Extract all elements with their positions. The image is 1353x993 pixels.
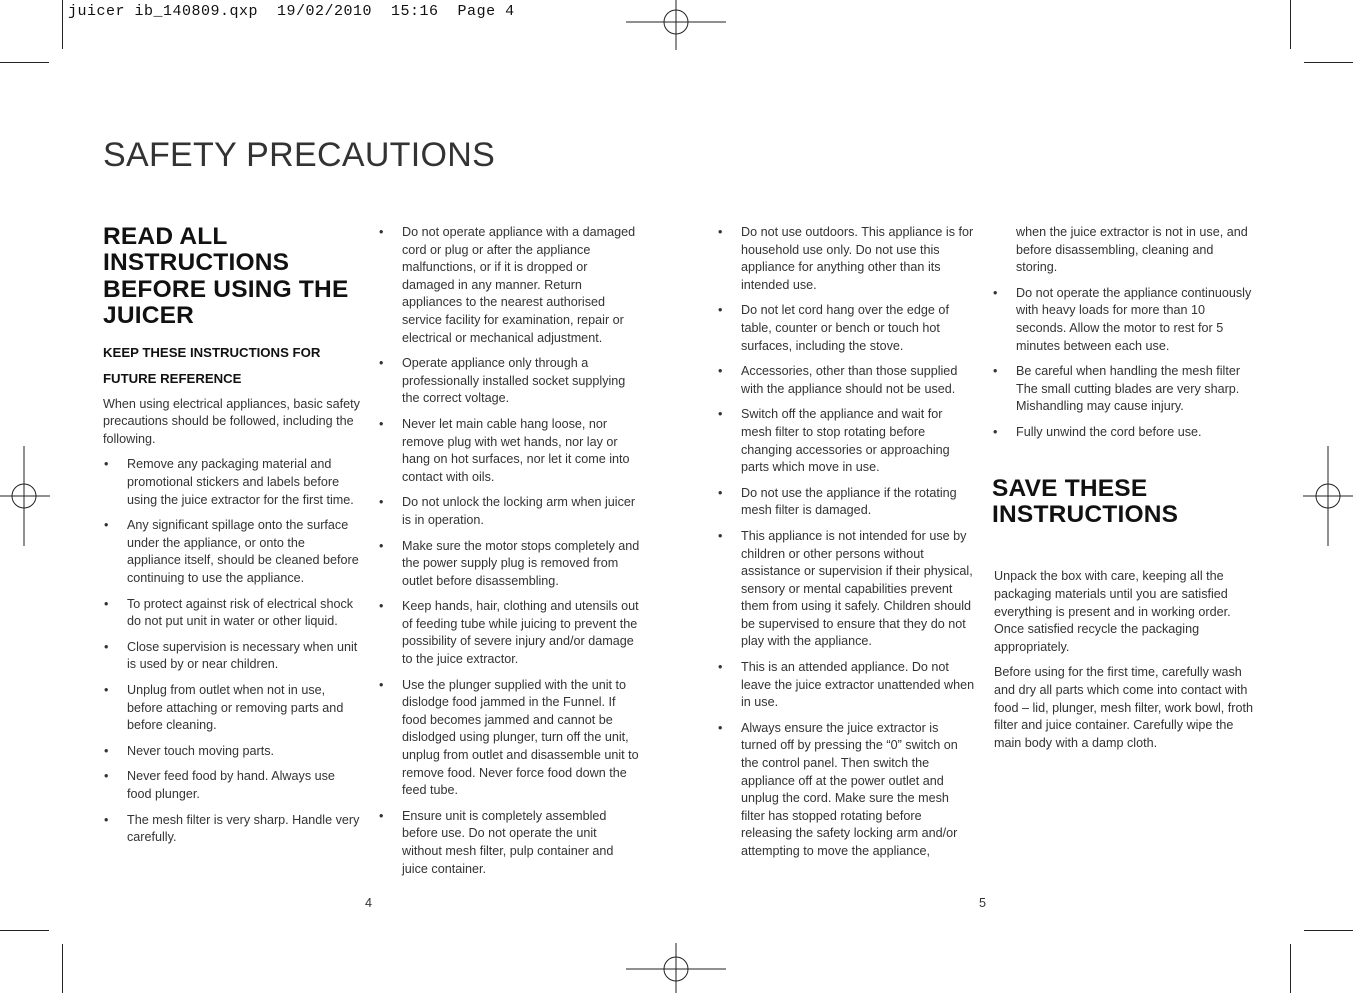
bullet-icon: • bbox=[718, 660, 723, 675]
bullet-icon: • bbox=[104, 639, 109, 654]
column-1 bbox=[103, 224, 361, 855]
list-item-text: Switch off the appliance and wait for mesh filter to stop rotating before changing accessories or approaching parts which move in use. bbox=[741, 407, 950, 475]
intro-paragraph: When using electrical appliances, basic safety precautions should be followed, including the following. bbox=[103, 396, 360, 446]
bullet-icon: • bbox=[379, 677, 384, 692]
registration-mark-top bbox=[626, 0, 726, 50]
bullet-icon: • bbox=[379, 538, 384, 553]
list-item-text: Always ensure the juice extractor is turned off by pressing the “0” switch on the control panel. Then switch the appliance off at the power outlet and unplug the cord. Make sure the mesh filter has stopped rotating before releasing the safety locking arm and/or attempting to move the appliance, bbox=[741, 720, 958, 858]
list-item bbox=[103, 517, 361, 587]
list-item-text: Never feed food by hand. Always use food plunger. bbox=[127, 769, 335, 801]
list-item bbox=[378, 416, 640, 486]
bullet-icon: • bbox=[104, 596, 109, 611]
list-item-text: Any significant spillage onto the surface under the appliance, or onto the appliance itself, should be cleaned before continuing to use the appliance. bbox=[127, 518, 359, 585]
keep-instructions-subheading: KEEP THESE INSTRUCTIONS FOR FUTURE REFERENCE bbox=[103, 344, 321, 386]
list-item-text: Fully unwind the cord before use. bbox=[1016, 424, 1202, 439]
list-item bbox=[378, 808, 640, 878]
list-item-text: Use the plunger supplied with the unit to dislodge food jammed in the Funnel. If food becomes jammed and cannot be dislodged using plunger, turn off the unit, unplug from outlet and disassemble unit to remove food. Never force food down the feed tube. bbox=[402, 677, 639, 798]
list-item-text: Make sure the motor stops completely and the power supply plug is removed from outlet before disassembling. bbox=[402, 538, 640, 588]
bullet-icon: • bbox=[718, 528, 723, 543]
list-item-text: Close supervision is necessary when unit is used by or near children. bbox=[127, 639, 358, 672]
bullet-icon: • bbox=[104, 812, 109, 827]
column-4 bbox=[992, 224, 1258, 760]
bullet-icon: • bbox=[379, 356, 384, 371]
list-item bbox=[717, 302, 975, 355]
bullet-icon: • bbox=[718, 407, 723, 422]
list-item-text: Ensure unit is completely assembled before use. Do not operate the unit without mesh filter, pulp container and juice container. bbox=[402, 808, 614, 876]
list-item-text: Never touch moving parts. bbox=[127, 743, 274, 758]
registration-mark-right bbox=[1303, 446, 1353, 546]
list-item-text: Never let main cable hang loose, nor remove plug with wet hands, nor lay or hang on hot surfaces, nor let it come into contact with oils. bbox=[402, 416, 630, 484]
unpack-paragraph: Unpack the box with care, keeping all the packaging materials until you are satisfied everything is present and in working order. Once satisfied recycle the packaging appropriately. bbox=[994, 569, 1231, 654]
list-item bbox=[378, 494, 640, 529]
bullet-icon: • bbox=[379, 808, 384, 823]
list-item-text: Do not operate the appliance continuously with heavy loads for more than 10 seconds. Allow the motor to rest for 5 minutes between each use. bbox=[1016, 285, 1252, 353]
bullet-icon: • bbox=[718, 720, 723, 735]
list-item bbox=[378, 224, 640, 347]
bullet-icon: • bbox=[104, 743, 109, 758]
column-2 bbox=[378, 224, 640, 886]
bullet-icon: • bbox=[718, 303, 723, 318]
precautions-list-4 bbox=[992, 285, 1258, 442]
bullet-icon: • bbox=[104, 457, 109, 472]
registration-mark-left bbox=[0, 446, 50, 546]
precautions-list-3 bbox=[717, 224, 975, 861]
list-item bbox=[717, 528, 975, 651]
list-item-text: Remove any packaging material and promotional stickers and labels before using the juice extractor for the first time. bbox=[127, 457, 354, 507]
list-item-text: Do not unlock the locking arm when juicer is in operation. bbox=[402, 495, 636, 527]
list-item bbox=[992, 424, 1258, 442]
save-instructions-heading: SAVE THESE INSTRUCTIONS bbox=[992, 474, 1179, 528]
list-item-text: Be careful when handling the mesh filter The small cutting blades are very sharp. Mishandling may cause injury. bbox=[1016, 364, 1241, 414]
bullet-icon: • bbox=[104, 682, 109, 697]
bullet-icon: • bbox=[379, 495, 384, 510]
list-item-text: The mesh filter is very sharp. Handle very carefully. bbox=[127, 812, 360, 845]
precautions-list-2 bbox=[378, 224, 640, 878]
list-item-text: Unplug from outlet when not in use, before attaching or removing parts and before cleaning. bbox=[127, 682, 344, 733]
list-item bbox=[103, 456, 361, 509]
list-item bbox=[103, 596, 361, 631]
list-item-text: Accessories, other than those supplied with the appliance should not be used. bbox=[741, 364, 958, 396]
list-item bbox=[103, 743, 361, 761]
bullet-icon: • bbox=[993, 285, 998, 300]
bullet-icon: • bbox=[718, 225, 723, 239]
list-item-text: Keep hands, hair, clothing and utensils out of feeding tube while juicing to prevent the possibility of severe injury and/or damage to the juice extractor. bbox=[402, 599, 639, 667]
continued-text: when the juice extractor is not in use, and before disassembling, cleaning and storing. bbox=[1016, 225, 1248, 275]
list-item bbox=[103, 812, 361, 847]
page-number-left: 4 bbox=[365, 896, 373, 910]
print-slug: juicer ib_140809.qxp 19/02/2010 15:16 Page 4 bbox=[68, 3, 515, 20]
page-number-right: 5 bbox=[979, 896, 987, 910]
column-3 bbox=[717, 224, 975, 869]
read-all-heading: READ ALL INSTRUCTIONS BEFORE USING THE JUICER bbox=[103, 223, 349, 330]
list-item bbox=[378, 598, 640, 668]
bullet-icon: • bbox=[718, 485, 723, 500]
list-item-text: Do not operate appliance with a damaged cord or plug or after the appliance malfunctions, or if it is dropped or damaged in any manner. Return appliances to the nearest authorised service facility for examination, repair or electrical or mechanical adjustment. bbox=[402, 225, 636, 345]
bullet-icon: • bbox=[993, 424, 998, 439]
list-item bbox=[378, 677, 640, 800]
list-item bbox=[717, 224, 975, 294]
list-item bbox=[717, 720, 975, 861]
list-item-text: Do not use the appliance if the rotating mesh filter is damaged. bbox=[741, 485, 957, 518]
list-item bbox=[103, 682, 361, 735]
list-item-text: Operate appliance only through a professionally installed socket supplying the correct voltage. bbox=[402, 356, 626, 406]
list-item bbox=[717, 659, 975, 712]
precautions-list-1 bbox=[103, 456, 361, 846]
list-item bbox=[992, 363, 1258, 416]
list-item-text: Do not let cord hang over the edge of table, counter or bench or touch hot surfaces, including the stove. bbox=[741, 303, 949, 353]
page-title: SAFETY PRECAUTIONS bbox=[103, 136, 496, 174]
list-item bbox=[378, 538, 640, 591]
list-item bbox=[717, 363, 975, 398]
list-item bbox=[103, 768, 361, 803]
bullet-icon: • bbox=[379, 599, 384, 614]
first-use-paragraph: Before using for the first time, carefully wash and dry all parts which come into contact with food – lid, plunger, mesh filter, work bowl, froth filter and juice container. Carefully wipe the main body with a damp cloth. bbox=[994, 665, 1254, 750]
bullet-icon: • bbox=[379, 225, 384, 239]
bullet-icon: • bbox=[718, 364, 723, 379]
bullet-icon: • bbox=[993, 364, 998, 379]
list-item-text: To protect against risk of electrical shock do not put unit in water or other liquid. bbox=[127, 596, 354, 629]
bullet-icon: • bbox=[104, 769, 109, 784]
list-item-text: This is an attended appliance. Do not leave the juice extractor unattended when in use. bbox=[741, 660, 975, 710]
list-item bbox=[992, 285, 1258, 355]
list-item bbox=[717, 485, 975, 520]
list-item bbox=[103, 639, 361, 674]
list-item-text: Do not use outdoors. This appliance is for household use only. Do not use this appliance for anything other than its intended use. bbox=[741, 225, 974, 292]
list-item bbox=[378, 355, 640, 408]
registration-mark-bottom bbox=[626, 943, 726, 993]
bullet-icon: • bbox=[379, 416, 384, 431]
list-item bbox=[717, 406, 975, 476]
list-item-text: This appliance is not intended for use by children or other persons without assistance or supervision if their physical, sensory or mental capabilities prevent them from using it safely. Children should be supervised to ensure that they do not play with the appliance. bbox=[741, 528, 973, 649]
bullet-icon: • bbox=[104, 518, 109, 533]
